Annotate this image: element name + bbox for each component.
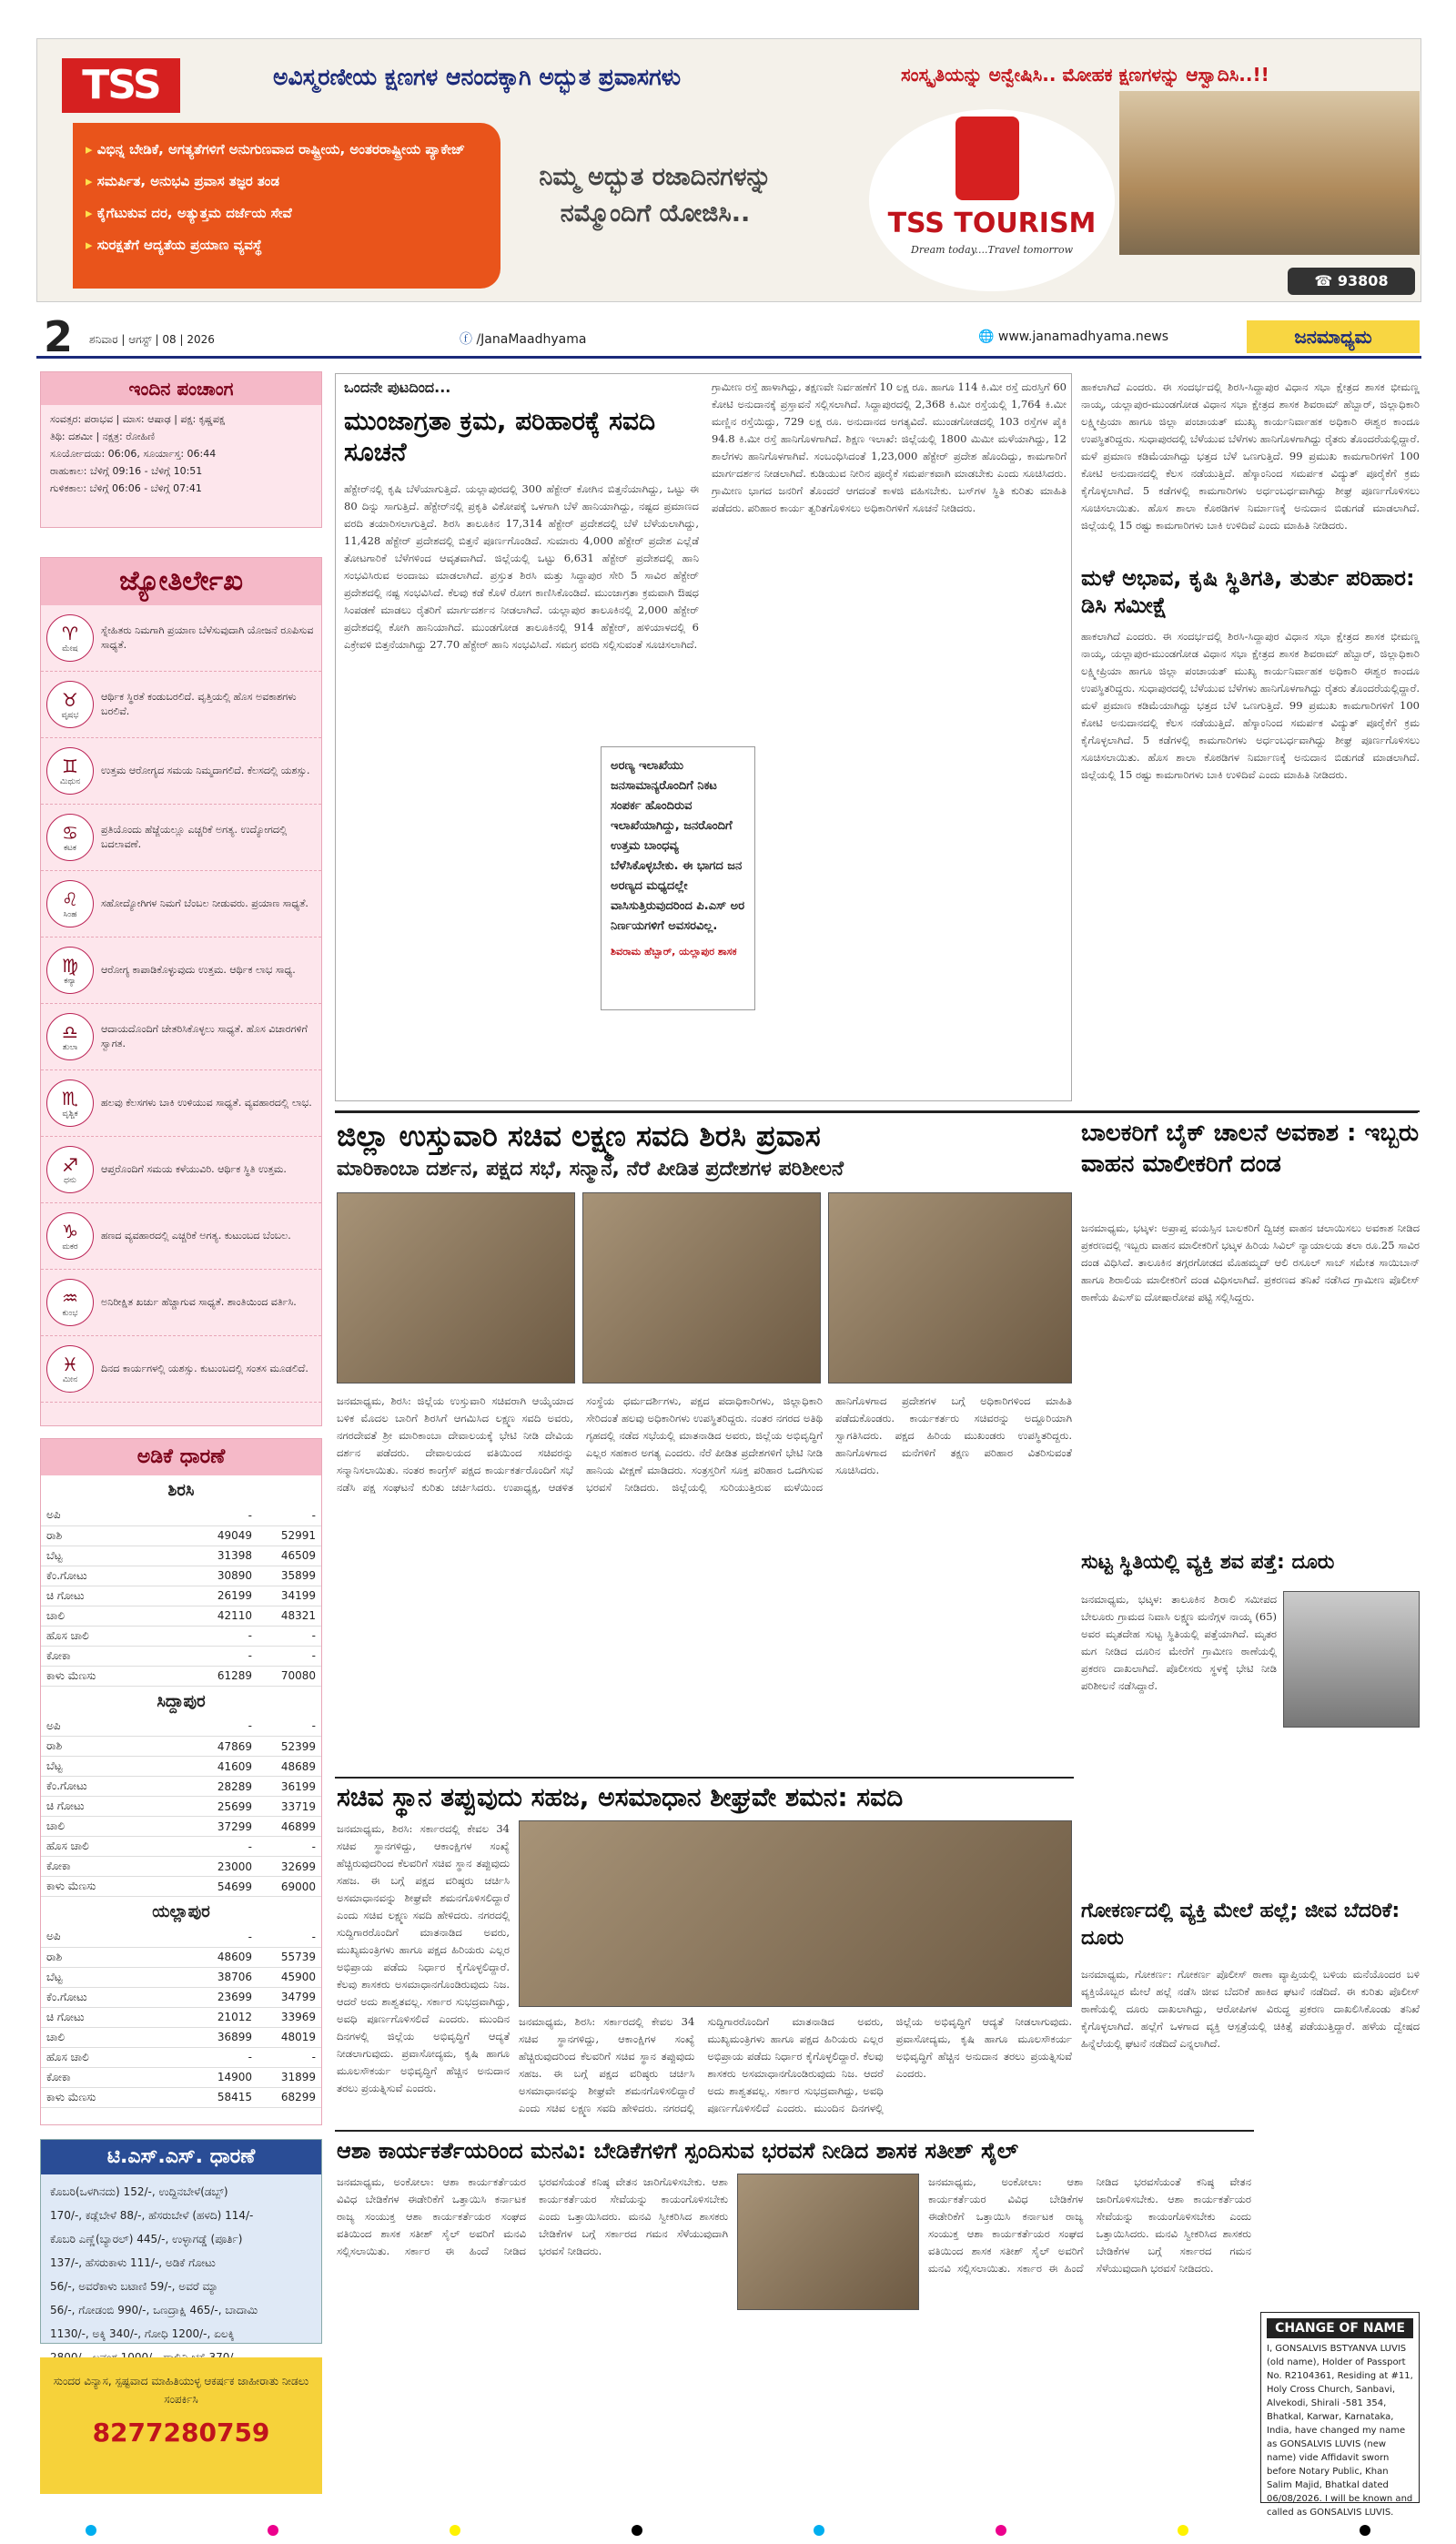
zodiac-sign-icon — [46, 1279, 94, 1326]
ad-headline: ಅವಿಸ್ಮರಣೀಯ ಕ್ಷಣಗಳ ಆನಂದಕ್ಕಾಗಿ ಅದ್ಭುತ ಪ್ರವಾಸಗಳು — [273, 64, 682, 90]
page-number: 2 — [44, 312, 74, 361]
zodiac-row — [41, 1270, 321, 1336]
tss-rates-box — [40, 2139, 322, 2344]
max-price: 45900 — [258, 1967, 321, 1987]
zodiac-row — [41, 871, 321, 938]
ad-bullet: ▸ ಸುರಕ್ಷತೆಗೆ ಆದ್ಯತೆಯ ಪ್ರಯಾಣ ವ್ಯವಸ್ಥೆ — [86, 229, 488, 261]
zodiac-name: ವೃಷಭ — [61, 711, 79, 720]
panchanga-title: ಇಂದಿನ ಪಂಚಾಂಗ — [41, 372, 321, 405]
website-link[interactable] — [978, 329, 1168, 344]
commodity-name: ಬೆಟ್ಟ — [41, 1546, 194, 1566]
change-of-name-notice — [1260, 2312, 1420, 2518]
zodiac-symbol: ♌ — [62, 888, 78, 910]
website-url: www.janamadhyama.news — [997, 329, 1169, 344]
max-price: - — [258, 1927, 321, 1947]
min-price: 48609 — [194, 1947, 258, 1967]
zodiac-sign-icon — [46, 1212, 94, 1260]
registration-dot — [1360, 2525, 1370, 2536]
commodity-name: ಚಿ ಗೋಟು — [41, 1797, 194, 1817]
commodity-name: ರಾಶಿ — [41, 1525, 194, 1546]
zodiac-name: ಧನು — [64, 1176, 76, 1185]
rates-row — [41, 1546, 321, 1566]
max-price: 35899 — [258, 1566, 321, 1586]
rates-row — [41, 1717, 321, 1737]
facebook-link[interactable] — [460, 329, 586, 348]
person-photo — [1283, 1591, 1420, 1728]
zodiac-row — [41, 805, 321, 871]
brief-headline: ಸುಟ್ಟ ಸ್ಥಿತಿಯಲ್ಲಿ ವ್ಯಕ್ತಿ ಶವ ಪತ್ತೆ: ದೂರು — [1081, 1551, 1335, 1574]
max-price: 33969 — [258, 2007, 321, 2027]
zodiac-text: ಅನಿರೀಕ್ಷಿತ ಖರ್ಚು ಹೆಚ್ಚಾಗುವ ಸಾಧ್ಯತೆ. ಶಾಂತಿಯಿಂದ ವರ್ತಿಸಿ. — [101, 1296, 297, 1308]
market-town: ಸಿದ್ದಾಪುರ — [157, 1691, 206, 1711]
ad-bullets — [73, 123, 500, 289]
zodiac-text: ಸಹೋದ್ಯೋಗಿಗಳ ನಿಮಗೆ ಬೆಂಬಲ ನೀಡುವರು. ಪ್ರಯಾಣ ಸಾಧ್ಯತೆ. — [101, 897, 308, 909]
min-price: 38706 — [194, 1967, 258, 1987]
ad-phone-number: 93808 32969 — [1326, 272, 1389, 317]
commodity-name: ಕೆಂ.ಗೋಟು — [41, 1777, 194, 1797]
brief-headline: ಗೋಕರ್ಣದಲ್ಲಿ ವ್ಯಕ್ತಿ ಮೇಲೆ ಹಲ್ಲೆ; ಜೀವ ಬೆದರಿಕೆ: ದೂರು — [1081, 1900, 1400, 1950]
max-price: - — [258, 1717, 321, 1737]
zodiac-name: ಕನ್ಯಾ — [64, 977, 76, 986]
zodiac-name: ವೃಶ್ಚಿಕ — [62, 1110, 78, 1119]
min-price: 30890 — [194, 1566, 258, 1586]
zodiac-sign-icon — [46, 814, 94, 861]
zodiac-symbol: ♑ — [62, 1221, 78, 1242]
facebook-icon: ⓕ — [460, 332, 477, 347]
zodiac-sign-icon — [46, 1345, 94, 1393]
article-headline: ಜಿಲ್ಲಾ ಉಸ್ತುವಾರಿ ಸಚಿವ ಲಕ್ಷ್ಮಣ ಸವದಿ ಶಿರಸಿ ಪ್ರವಾಸ — [337, 1119, 821, 1153]
registration-dot — [268, 2525, 278, 2536]
commodity-name: ಚಿ ಗೋಟು — [41, 2007, 194, 2027]
commodity-name: ಕೋಕಾ — [41, 1646, 194, 1666]
min-price: - — [194, 1626, 258, 1646]
max-price: 48689 — [258, 1757, 321, 1777]
rates-row — [41, 2007, 321, 2027]
max-price: 52399 — [258, 1737, 321, 1757]
ad-center-line: ನಿಮ್ಮ ಅದ್ಭುತ ರಜಾದಿನಗಳನ್ನು — [539, 163, 772, 191]
min-price: 37299 — [194, 1817, 258, 1837]
market-rates-box — [40, 1438, 322, 2125]
commodity-name: ಕೋಕಾ — [41, 1857, 194, 1877]
rates-row — [41, 1626, 321, 1646]
panchanga-line: ರಾಹುಕಾಲ: ಬೆಳಿಗ್ಗೆ 09:16 - ಬೆಳಿಗ್ಗೆ 10:51 — [50, 465, 203, 477]
panchanga-line: ಗುಳಿಕಕಾಲ: ಬೆಳಿಗ್ಗೆ 06:06 - ಬೆಳಿಗ್ಗೆ 07:41 — [50, 482, 202, 494]
rates-row — [41, 1606, 321, 1626]
zodiac-symbol: ♋ — [62, 822, 78, 844]
zodiac-sign-icon — [46, 614, 94, 662]
commodity-name: ಅಪಿ — [41, 1927, 194, 1947]
rates-row — [41, 1927, 321, 1947]
min-price: 54699 — [194, 1877, 258, 1897]
zodiac-sign-icon — [46, 747, 94, 795]
max-price: 68299 — [258, 2087, 321, 2107]
min-price: 42110 — [194, 1606, 258, 1626]
market-title: ಅಡಿಕೆ ಧಾರಣೆ — [41, 1439, 321, 1475]
ad-center-text — [473, 159, 837, 232]
zodiac-row — [41, 738, 321, 805]
commodity-name: ಚಾಲಿ — [41, 1817, 194, 1837]
rates-table — [41, 1927, 321, 2108]
min-price: 25699 — [194, 1797, 258, 1817]
article-headline: ಮುಂಜಾಗ್ರತಾ ಕ್ರಮ, ಪರಿಹಾರಕ್ಕೆ ಸವದಿ ಸೂಚನೆ — [344, 406, 656, 467]
rates-row — [41, 1525, 321, 1546]
max-price: - — [258, 2047, 321, 2067]
zodiac-row — [41, 1137, 321, 1203]
ad-tourism-brand: TSS TOURISM — [887, 208, 1097, 239]
article-photo — [828, 1192, 1072, 1383]
ad-bullet: ▸ ಸಮರ್ಪಿತ, ಅನುಭವಿ ಪ್ರವಾಸ ತಜ್ಞರ ತಂಡ — [86, 166, 488, 198]
suitcase-icon — [956, 117, 1019, 200]
panchanga-line: ತಿಥಿ: ದಶಮೀ | ನಕ್ಷತ್ರ: ರೋಹಿಣಿ — [50, 431, 156, 442]
article-photo — [582, 1192, 821, 1383]
article-photo — [737, 2174, 919, 2310]
advert-text: ಸುಂದರ ವಿನ್ಯಾಸ, ಸ್ಪಷ್ಟವಾದ ಮಾಹಿತಿಯುಳ್ಳ ಆಕರ್ಷಕ ಜಾಹೀರಾತು ನೀಡಲು ಸಂಪರ್ಕಿಸಿ — [53, 2375, 309, 2406]
article-body: ಹಾಕಲಾಗಿದೆ ಎಂದರು. ಈ ಸಂದರ್ಭದಲ್ಲಿ ಶಿರಸಿ-ಸಿದ್ದಾಪುರ ವಿಧಾನ ಸಭಾ ಕ್ಷೇತ್ರದ ಶಾಸಕ ಭೀಮಣ್ಣ ನಾಯ್ಕ, ಯಲ್ಲಾಪುರ-ಮುಂಡಗೋಡ ವಿಧಾನ ಸಭಾ ಕ್ಷೇತ್ರದ ಶಾಸಕ ಶಿವರಾಮ್ ಹೆಬ್ಬಾರ್, ಜಿಲ್ಲಾಧಿಕಾರಿ ಲಕ್ಷ್ಮೀಪ್ರಿಯಾ ಹಾಗೂ ಜಿಲ್ಲಾ ಪಂಚಾಯತ್ ಮುಖ್ಯ ಕಾರ್ಯನಿರ್ವಾಹಕ ಅಧಿಕಾರಿ ಈಶ್ವರ ಕಾಂದೂ ಉಪಸ್ಥಿತರಿದ್ದರು. ಸುಧಾಪುರದಲ್ಲಿ ಬೆಳೆಯುವ ಬೆಳೆಗಳು ಹಾನಿಗೊಳಗಾಗಿದ್ದು ರೈತರು ತೊಂದರೆಯಲ್ಲಿದ್ದಾರೆ. ಮಳೆ ಪ್ರಮಾಣ ಕಡಿಮೆಯಾಗಿದ್ದು ಭತ್ತದ ಬೆಳೆ ಒಣಗುತ್ತಿದೆ. 99 ಪ್ರಮುಖ ಕಾಮಗಾರಿಗಳಿಗೆ 100 ಕೋಟಿ ಅನುದಾನದಲ್ಲಿ ಕೆಲಸ ನಡೆಯುತ್ತಿದೆ. ಹೆಸ್ಕಾಂನಿಂದ ಸಮರ್ಪಕ ವಿದ್ಯುತ್ ಪೂರೈಕೆಗೆ ಕ್ರಮ ಕೈಗೊಳ್ಳಲಾಗಿದೆ. 5 ಕಡೆಗಳಲ್ಲಿ ಕಾಮಗಾರಿಗಳು ಅರ್ಧಂಬರ್ಧವಾಗಿದ್ದು ಶೀಘ್ರ ಪೂರ್ಣಗೊಳಿಸಲು ಸೂಚಿಸಲಾಯಿತು. ಹೊಸ ಶಾಲಾ ಕೊಠಡಿಗಳ ನಿರ್ಮಾಣಕ್ಕೆ ಅನುದಾನ ಬಿಡುಗಡೆ ಮಾಡಲಾಗಿದೆ. ಜಿಲ್ಲೆಯಲ್ಲಿ 15 ರಷ್ಟು ಕಾಮಗಾರಿಗಳು ಬಾಕಿ ಉಳಿದಿವೆ ಎಂದು ಮಾಹಿತಿ ನೀಡಿದರು. — [1081, 630, 1420, 781]
rates-row — [41, 1757, 321, 1777]
rates-row — [41, 1566, 321, 1586]
tss-rate-line: ಕೊಬರಿ(ಒಳಗಿನದು) 152/-, ಉದ್ದಿನಬೇಳೆ(ಡಬ್ಬ್) — [50, 2185, 228, 2198]
article-body: ಜನಮಾಧ್ಯಮ, ಶಿರಸಿ: ಜಿಲ್ಲೆಯ ಉಸ್ತುವಾರಿ ಸಚಿವರಾಗಿ ಆಯ್ಕೆಯಾದ ಬಳಿಕ ಮೊದಲ ಬಾರಿಗೆ ಶಿರಸಿಗೆ ಆಗಮಿಸಿದ ಲಕ್ಷ್ಮಣ ಸವದಿ ಅವರು, ನಗರದೇವತೆ ಶ್ರೀ ಮಾರಿಕಾಂಬಾ ದೇವಾಲಯಕ್ಕೆ ಭೇಟಿ ನೀಡಿ ದೇವಿಯ ದರ್ಶನ ಪಡೆದರು. ದೇವಾಲಯದ ವತಿಯಿಂದ ಸಚಿವರನ್ನು ಸನ್ಮಾನಿಸಲಾಯಿತು. ನಂತರ ಕಾಂಗ್ರೆಸ್ ಪಕ್ಷದ ಕಾರ್ಯಕರ್ತರೊಂದಿಗೆ ಸಭೆ ನಡೆಸಿ ಪಕ್ಷ ಸಂಘಟನೆ ಕುರಿತು ಚರ್ಚಿಸಿದರು. ಉಪಾಧ್ಯಕ್ಷ, ಆಡಳಿತ ಸಂಸ್ಥೆಯ ಧರ್ಮದರ್ಶಿಗಳು, ಪಕ್ಷದ ಪದಾಧಿಕಾರಿಗಳು, ಜಿಲ್ಲಾಧಿಕಾರಿ ಸೇರಿದಂತೆ ಹಲವು ಅಧಿಕಾರಿಗಳು ಉಪಸ್ಥಿತರಿದ್ದರು. ನಂತರ ನಗರದ ಅತಿಥಿ ಗೃಹದಲ್ಲಿ ನಡೆದ ಸಭೆಯಲ್ಲಿ ಮಾತನಾಡಿದ ಅವರು, ಜಿಲ್ಲೆಯ ಅಭಿವೃದ್ಧಿಗೆ ಎಲ್ಲರ ಸಹಕಾರ ಅಗತ್ಯ ಎಂದರು. ನೆರೆ ಪೀಡಿತ ಪ್ರದೇಶಗಳಿಗೆ ಭೇಟಿ ನೀಡಿ ಹಾನಿಯ ವೀಕ್ಷಣೆ ಮಾಡಿದರು. ಸಂತ್ರಸ್ತರಿಗೆ ಸೂಕ್ತ ಪರಿಹಾರ ಒದಗಿಸುವ ಭರವಸೆ ನೀಡಿದರು. ಜಿಲ್ಲೆಯಲ್ಲಿ ಸುರಿಯುತ್ತಿರುವ ಮಳೆಯಿಂದ ಹಾನಿಗೊಳಗಾದ ಪ್ರದೇಶಗಳ ಬಗ್ಗೆ ಅಧಿಕಾರಿಗಳಿಂದ ಮಾಹಿತಿ ಪಡೆದುಕೊಂಡರು. ಕಾರ್ಯಕರ್ತರು ಸಚಿವರನ್ನು ಅದ್ದೂರಿಯಾಗಿ ಸ್ವಾಗತಿಸಿದರು. ಪಕ್ಷದ ಹಿರಿಯ ಮುಖಂಡರು ಉಪಸ್ಥಿತರಿದ್ದರು. ಹಾನಿಗೊಳಗಾದ ಮನೆಗಳಿಗೆ ತಕ್ಷಣ ಪರಿಹಾರ ವಿತರಿಸುವಂತೆ ಸೂಚಿಸಿದರು. — [337, 1394, 1072, 1494]
article-headline: ಆಶಾ ಕಾರ್ಯಕರ್ತೆಯರಿಂದ ಮನವಿ: ಬೇಡಿಕೆಗಳಿಗೆ ಸ್ಪಂದಿಸುವ ಭರವಸೆ ನೀಡಿದ ಶಾಸಕ ಸತೀಶ್ ಸೈಲ್ — [337, 2138, 1019, 2164]
zodiac-row — [41, 605, 321, 672]
tss-rate-line: 56/-, ಅವರೆಕಾಳು ಬಟಾಣಿ 59/-, ಅವರೆ ಮ್ಯಾ — [50, 2280, 218, 2293]
article-body: ಜನಮಾಧ್ಯಮ, ಅಂಕೋಲಾ: ಆಶಾ ಕಾರ್ಯಕರ್ತೆಯರ ವಿವಿಧ ಬೇಡಿಕೆಗಳ ಈಡೇರಿಕೆಗೆ ಒತ್ತಾಯಿಸಿ ಕರ್ನಾಟಕ ರಾಜ್ಯ ಸಂಯುಕ್ತ ಆಶಾ ಕಾರ್ಯಕರ್ತೆಯರ ಸಂಘದ ವತಿಯಿಂದ ಶಾಸಕ ಸತೀಶ್ ಸೈಲ್ ಅವರಿಗೆ ಮನವಿ ಸಲ್ಲಿಸಲಾಯಿತು. ಸರ್ಕಾರ ಈ ಹಿಂದೆ ನೀಡಿದ ಭರವಸೆಯಂತೆ ಕನಿಷ್ಠ ವೇತನ ಜಾರಿಗೊಳಿಸಬೇಕು. ಆಶಾ ಕಾರ್ಯಕರ್ತೆಯರ ಸೇವೆಯನ್ನು ಕಾಯಂಗೊಳಿಸಬೇಕು ಎಂದು ಒತ್ತಾಯಿಸಿದರು. ಮನವಿ ಸ್ವೀಕರಿಸಿದ ಶಾಸಕರು ಬೇಡಿಕೆಗಳ ಬಗ್ಗೆ ಸರ್ಕಾರದ ಗಮನ ಸೆಳೆಯುವುದಾಗಿ ಭರವಸೆ ನೀಡಿದರು. — [337, 2175, 728, 2257]
zodiac-name: ತುಲಾ — [62, 1043, 78, 1052]
min-price: - — [194, 1646, 258, 1666]
advert-contact-box — [40, 2357, 322, 2494]
max-price: 33719 — [258, 1797, 321, 1817]
rates-row — [41, 1666, 321, 1686]
min-price: 41609 — [194, 1757, 258, 1777]
zodiac-sign-icon — [46, 947, 94, 994]
commodity-name: ಚಿ ಗೋಟು — [41, 1586, 194, 1606]
rates-row — [41, 1646, 321, 1666]
registration-dot — [450, 2525, 460, 2536]
article-photo — [519, 1820, 1072, 2007]
horoscope-box — [40, 557, 322, 1426]
panchanga-box — [40, 371, 322, 528]
max-price: 36199 — [258, 1777, 321, 1797]
zodiac-sign-icon — [46, 1146, 94, 1193]
tss-rates-title: ಟಿ.ಎಸ್.ಎಸ್. ಧಾರಣೆ — [41, 2140, 321, 2174]
min-price: 23699 — [194, 1987, 258, 2007]
min-price: 23000 — [194, 1857, 258, 1877]
registration-dot — [86, 2525, 96, 2536]
zodiac-symbol: ♊ — [62, 755, 78, 777]
rates-row — [41, 2027, 321, 2047]
registration-dot — [632, 2525, 642, 2536]
max-price: - — [258, 1505, 321, 1525]
commodity-name: ಬೆಟ್ಟ — [41, 1967, 194, 1987]
ad-bullet: ▸ ಕೈಗೆಟುಕುವ ದರ, ಅತ್ಯುತ್ತಮ ದರ್ಜೆಯ ಸೇವೆ — [86, 198, 488, 229]
zodiac-symbol: ♉ — [62, 689, 78, 711]
tss-rate-line: 170/-, ಕಡ್ಲೆಬೇಳೆ 88/-, ಹೆಸರುಬೇಳೆ (ಹಳದಿ) 114/- — [50, 2209, 254, 2222]
article-headline: ಮಳೆ ಅಭಾವ, ಕೃಷಿ ಸ್ಥಿತಿಗತಿ, ತುರ್ತು ಪರಿಹಾರ: ಡಿಸಿ ಸಮೀಕ್ಷೆ — [1081, 565, 1415, 618]
rates-row — [41, 2067, 321, 2087]
print-registration-marks — [0, 2521, 1456, 2539]
horoscope-title: ಜ್ಯೋತಿರ್ಲೇಖ — [41, 558, 321, 605]
max-price: 34799 — [258, 1987, 321, 2007]
commodity-name: ರಾಶಿ — [41, 1737, 194, 1757]
max-price: 52991 — [258, 1525, 321, 1546]
min-price: 26199 — [194, 1586, 258, 1606]
article-headline: ಸಚಿವ ಸ್ಥಾನ ತಪ್ಪುವುದು ಸಹಜ, ಅಸಮಾಧಾನ ಶೀಘ್ರವೇ ಶಮನ: ಸವದಿ — [337, 1782, 904, 1812]
commodity-name: ಹೊಸ ಚಾಲಿ — [41, 1626, 194, 1646]
article-body: ಹಾಕಲಾಗಿದೆ ಎಂದರು. ಈ ಸಂದರ್ಭದಲ್ಲಿ ಶಿರಸಿ-ಸಿದ್ದಾಪುರ ವಿಧಾನ ಸಭಾ ಕ್ಷೇತ್ರದ ಶಾಸಕ ಭೀಮಣ್ಣ ನಾಯ್ಕ, ಯಲ್ಲಾಪುರ-ಮುಂಡಗೋಡ ವಿಧಾನ ಸಭಾ ಕ್ಷೇತ್ರದ ಶಾಸಕ ಶಿವರಾಮ್ ಹೆಬ್ಬಾರ್, ಜಿಲ್ಲಾಧಿಕಾರಿ ಲಕ್ಷ್ಮೀಪ್ರಿಯಾ ಹಾಗೂ ಜಿಲ್ಲಾ ಪಂಚಾಯತ್ ಮುಖ್ಯ ಕಾರ್ಯನಿರ್ವಾಹಕ ಅಧಿಕಾರಿ ಈಶ್ವರ ಕಾಂದೂ ಉಪಸ್ಥಿತರಿದ್ದರು. ಸುಧಾಪುರದಲ್ಲಿ ಬೆಳೆಯುವ ಬೆಳೆಗಳು ಹಾನಿಗೊಳಗಾಗಿದ್ದು ರೈತರು ತೊಂದರೆಯಲ್ಲಿದ್ದಾರೆ. ಮಳೆ ಪ್ರಮಾಣ ಕಡಿಮೆಯಾಗಿದ್ದು ಭತ್ತದ ಬೆಳೆ ಒಣಗುತ್ತಿದೆ. 99 ಪ್ರಮುಖ ಕಾಮಗಾರಿಗಳಿಗೆ 100 ಕೋಟಿ ಅನುದಾನದಲ್ಲಿ ಕೆಲಸ ನಡೆಯುತ್ತಿದೆ. ಹೆಸ್ಕಾಂನಿಂದ ಸಮರ್ಪಕ ವಿದ್ಯುತ್ ಪೂರೈಕೆಗೆ ಕ್ರಮ ಕೈಗೊಳ್ಳಲಾಗಿದೆ. 5 ಕಡೆಗಳಲ್ಲಿ ಕಾಮಗಾರಿಗಳು ಅರ್ಧಂಬರ್ಧವಾಗಿದ್ದು ಶೀಘ್ರ ಪೂರ್ಣಗೊಳಿಸಲು ಸೂಚಿಸಲಾಯಿತು. ಹೊಸ ಶಾಲಾ ಕೊಠಡಿಗಳ ನಿರ್ಮಾಣಕ್ಕೆ ಅನುದಾನ ಬಿಡುಗಡೆ ಮಾಡಲಾಗಿದೆ. ಜಿಲ್ಲೆಯಲ್ಲಿ 15 ರಷ್ಟು ಕಾಮಗಾರಿಗಳು ಬಾಕಿ ಉಳಿದಿವೆ ಎಂದು ಮಾಹಿತಿ ನೀಡಿದರು. — [1081, 380, 1420, 532]
min-price: 28289 — [194, 1777, 258, 1797]
rates-row — [41, 1586, 321, 1606]
rates-row — [41, 1737, 321, 1757]
article-body: ಜನಮಾಧ್ಯಮ, ಶಿರಸಿ: ಸರ್ಕಾರದಲ್ಲಿ ಕೇವಲ 34 ಸಚಿವ ಸ್ಥಾನಗಳಿದ್ದು, ಆಕಾಂಕ್ಷಿಗಳ ಸಂಖ್ಯೆ ಹೆಚ್ಚಿರುವುದರಿಂದ ಕೆಲವರಿಗೆ ಸಚಿವ ಸ್ಥಾನ ತಪ್ಪುವುದು ಸಹಜ. ಈ ಬಗ್ಗೆ ಪಕ್ಷದ ವರಿಷ್ಠರು ಚರ್ಚಿಸಿ ಅಸಮಾಧಾನವನ್ನು ಶೀಘ್ರವೇ ಶಮನಗೊಳಿಸಲಿದ್ದಾರೆ ಎಂದು ಸಚಿವ ಲಕ್ಷ್ಮಣ ಸವದಿ ಹೇಳಿದರು. ನಗರದಲ್ಲಿ ಸುದ್ದಿಗಾರರೊಂದಿಗೆ ಮಾತನಾಡಿದ ಅವರು, ಮುಖ್ಯಮಂತ್ರಿಗಳು ಹಾಗೂ ಪಕ್ಷದ ಹಿರಿಯರು ಎಲ್ಲರ ಅಭಿಪ್ರಾಯ ಪಡೆದು ನಿರ್ಧಾರ ಕೈಗೊಳ್ಳಲಿದ್ದಾರೆ. ಕೆಲವು ಶಾಸಕರು ಅಸಮಾಧಾನಗೊಂಡಿರುವುದು ನಿಜ. ಆದರೆ ಅದು ಶಾಶ್ವತವಲ್ಲ. ಸರ್ಕಾರ ಸುಭದ್ರವಾಗಿದ್ದು, ಅವಧಿ ಪೂರ್ಣಗೊಳಿಸಲಿದೆ ಎಂದರು. ಮುಂದಿನ ದಿನಗಳಲ್ಲಿ ಜಿಲ್ಲೆಯ ಅಭಿವೃದ್ಧಿಗೆ ಆದ್ಯತೆ ನೀಡಲಾಗುವುದು. ಪ್ರವಾಸೋದ್ಯಮ, ಕೃಷಿ ಹಾಗೂ ಮೂಲಸೌಕರ್ಯ ಅಭಿವೃದ್ಧಿಗೆ ಹೆಚ್ಚಿನ ಅನುದಾನ ತರಲು ಪ್ರಯತ್ನಿಸುವೆ ಎಂದರು. — [337, 1822, 510, 2094]
commodity-name: ಅಪಿ — [41, 1505, 194, 1525]
brief-body: ಜನಮಾಧ್ಯಮ, ಗೋಕರ್ಣ: ಗೋಕರ್ಣ ಪೊಲೀಸ್ ಠಾಣಾ ವ್ಯಾಪ್ತಿಯಲ್ಲಿ ಬಳಿಯ ಮನೆಯೊಂದರ ಬಳಿ ವ್ಯಕ್ತಿಯೊಬ್ಬರ ಮೇಲೆ ಹಲ್ಲೆ ನಡೆಸಿ ಜೀವ ಬೆದರಿಕೆ ಹಾಕಿದ ಘಟನೆ ನಡೆದಿದೆ. ಈ ಕುರಿತು ಪೊಲೀಸ್ ಠಾಣೆಯಲ್ಲಿ ದೂರು ದಾಖಲಾಗಿದ್ದು, ಆರೋಪಿಗಳ ವಿರುದ್ಧ ಪ್ರಕರಣ ದಾಖಲಿಸಿಕೊಂಡು ತನಿಖೆ ಕೈಗೊಳ್ಳಲಾಗಿದೆ. ಹಲ್ಲೆಗೆ ಒಳಗಾದ ವ್ಯಕ್ತಿ ಆಸ್ಪತ್ರೆಯಲ್ಲಿ ಚಿಕಿತ್ಸೆ ಪಡೆಯುತ್ತಿದ್ದಾರೆ. ಹಳೆಯ ದ್ವೇಷದ ಹಿನ್ನೆಲೆಯಲ್ಲಿ ಘಟನೆ ನಡೆದಿದೆ ಎನ್ನಲಾಗಿದೆ. — [1081, 1968, 1420, 2050]
rates-row — [41, 1987, 321, 2007]
max-price: - — [258, 1626, 321, 1646]
max-price: 48321 — [258, 1606, 321, 1626]
zodiac-text: ಆರ್ಥಿಕ ಸ್ಥಿರತೆ ಕಂಡುಬರಲಿದೆ. ವೃತ್ತಿಯಲ್ಲಿ ಹೊಸ ಅವಕಾಶಗಳು ಬರಲಿವೆ. — [101, 691, 297, 717]
commodity-name: ಬೆಟ್ಟ — [41, 1757, 194, 1777]
zodiac-symbol: ♎ — [62, 1021, 78, 1043]
min-price: - — [194, 1717, 258, 1737]
panchanga-line: ಸಂವತ್ಸರ: ಪರಾಭವ | ಮಾಸ: ಆಷಾಢ | ಪಕ್ಷ: ಕೃಷ್ಣಪಕ್ಷ — [50, 413, 225, 425]
article-body: ಜನಮಾಧ್ಯಮ, ಶಿರಸಿ: ಸರ್ಕಾರದಲ್ಲಿ ಕೇವಲ 34 ಸಚಿವ ಸ್ಥಾನಗಳಿದ್ದು, ಆಕಾಂಕ್ಷಿಗಳ ಸಂಖ್ಯೆ ಹೆಚ್ಚಿರುವುದರಿಂದ ಕೆಲವರಿಗೆ ಸಚಿವ ಸ್ಥಾನ ತಪ್ಪುವುದು ಸಹಜ. ಈ ಬಗ್ಗೆ ಪಕ್ಷದ ವರಿಷ್ಠರು ಚರ್ಚಿಸಿ ಅಸಮಾಧಾನವನ್ನು ಶೀಘ್ರವೇ ಶಮನಗೊಳಿಸಲಿದ್ದಾರೆ ಎಂದು ಸಚಿವ ಲಕ್ಷ್ಮಣ ಸವದಿ ಹೇಳಿದರು. ನಗರದಲ್ಲಿ ಸುದ್ದಿಗಾರರೊಂದಿಗೆ ಮಾತನಾಡಿದ ಅವರು, ಮುಖ್ಯಮಂತ್ರಿಗಳು ಹಾಗೂ ಪಕ್ಷದ ಹಿರಿಯರು ಎಲ್ಲರ ಅಭಿಪ್ರಾಯ ಪಡೆದು ನಿರ್ಧಾರ ಕೈಗೊಳ್ಳಲಿದ್ದಾರೆ. ಕೆಲವು ಶಾಸಕರು ಅಸಮಾಧಾನಗೊಂಡಿರುವುದು ನಿಜ. ಆದರೆ ಅದು ಶಾಶ್ವತವಲ್ಲ. ಸರ್ಕಾರ ಸುಭದ್ರವಾಗಿದ್ದು, ಅವಧಿ ಪೂರ್ಣಗೊಳಿಸಲಿದೆ ಎಂದರು. ಮುಂದಿನ ದಿನಗಳಲ್ಲಿ ಜಿಲ್ಲೆಯ ಅಭಿವೃದ್ಧಿಗೆ ಆದ್ಯತೆ ನೀಡಲಾಗುವುದು. ಪ್ರವಾಸೋದ್ಯಮ, ಕೃಷಿ ಹಾಗೂ ಮೂಲಸೌಕರ್ಯ ಅಭಿವೃದ್ಧಿಗೆ ಹೆಚ್ಚಿನ ಅನುದಾನ ತರಲು ಪ್ರಯತ್ನಿಸುವೆ ಎಂದರು. — [519, 2015, 1072, 2114]
min-price: 61289 — [194, 1666, 258, 1686]
rates-row — [41, 1505, 321, 1525]
section-divider — [335, 2130, 1254, 2132]
zodiac-text: ಹಣದ ವ್ಯವಹಾರದಲ್ಲಿ ಎಚ್ಚರಿಕೆ ಅಗತ್ಯ. ಕುಟುಂಬದ ಬೆಂಬಲ. — [101, 1230, 291, 1242]
market-list — [41, 1475, 321, 2108]
max-price: 31899 — [258, 2067, 321, 2087]
brief-body: ಜನಮಾಧ್ಯಮ, ಭಟ್ಕಳ: ಅಪ್ರಾಪ್ತ ವಯಸ್ಸಿನ ಬಾಲಕರಿಗೆ ದ್ವಿಚಕ್ರ ವಾಹನ ಚಲಾಯಿಸಲು ಅವಕಾಶ ನೀಡಿದ ಪ್ರಕರಣದಲ್ಲಿ ಇಬ್ಬರು ವಾಹನ ಮಾಲೀಕರಿಗೆ ಭಟ್ಕಳ ಹಿರಿಯ ಸಿವಿಲ್ ನ್ಯಾಯಾಲಯ ತಲಾ ರೂ.25 ಸಾವಿರ ದಂಡ ವಿಧಿಸಿದೆ. ತಾಲೂಕಿನ ತಗ್ಗರಗೋಡದ ಮೊಹಮ್ಮದ್ ಆಲಿ ರಸೂಲ್ ಸಾಬ್ ಸಮೇತ ಸಾಯಿಬಾನ್ ಹಾಗೂ ಶಿರಾಲಿಯ ಮಾಲೀಕರಿಗೆ ದಂಡ ವಿಧಿಸಲಾಗಿದೆ. ಪ್ರಕರಣದ ತನಿಖೆ ನಡೆಸಿದ ಗ್ರಾಮೀಣ ಪೊಲೀಸ್ ಠಾಣೆಯ ಪಿಎಸ್ಐ ದೋಷಾರೋಪ ಪಟ್ಟಿ ಸಲ್ಲಿಸಿದ್ದರು. — [1081, 1221, 1420, 1303]
advert-phone[interactable]: 8277280759 — [92, 2417, 270, 2448]
zodiac-symbol: ♒ — [62, 1287, 78, 1309]
max-price: - — [258, 1646, 321, 1666]
ad-temple-photo — [1119, 91, 1420, 255]
commodity-name: ಚಾಲಿ — [41, 2027, 194, 2047]
zodiac-row — [41, 672, 321, 738]
min-price: - — [194, 1837, 258, 1857]
registration-dot — [814, 2525, 824, 2536]
min-price: 49049 — [194, 1525, 258, 1546]
max-price: 55739 — [258, 1947, 321, 1967]
commodity-name: ರಾಶಿ — [41, 1947, 194, 1967]
max-price: 48019 — [258, 2027, 321, 2047]
panchanga-line: ಸೂರ್ಯೋದಯ: 06:06, ಸೂರ್ಯಾಸ್ತ: 06:44 — [50, 448, 217, 460]
max-price: 46509 — [258, 1546, 321, 1566]
rates-row — [41, 1777, 321, 1797]
tss-rate-line: 1130/-, ಅಕ್ಕಿ 340/-, ಗೋಧಿ 1200/-, ಏಲಕ್ಕಿ — [50, 2327, 235, 2340]
zodiac-row — [41, 1336, 321, 1403]
zodiac-symbol: ♐ — [62, 1154, 78, 1176]
zodiac-row — [41, 938, 321, 1004]
phone-icon: ☎ — [1314, 272, 1338, 289]
notice-body: I, GONSALVIS BSTYANVA LUVIS (old name), Holder of Passport No. R2104361, Residing at #11, Holy Cross Church, Sanbavi, Alvekodi, Shirali -581 354, Bhatkal, Karwar, Karnataka, India, have changed my name as GONSALVIS LUVIS (new name) vide Affidavit sworn before Notary Public, Khan Salim Majid, Bhatkal dated 06/08/2026. I will be known and called as GONSALVIS LUVIS. — [1267, 2344, 1413, 2518]
commodity-name: ಕಾಳು ಮೆಣಸು — [41, 1666, 194, 1686]
article-subhead: ಮಾರಿಕಾಂಬಾ ದರ್ಶನ, ಪಕ್ಷದ ಸಭೆ, ಸನ್ಮಾನ, ನೆರೆ ಪೀಡಿತ ಪ್ರದೇಶಗಳ ಪರಿಶೀಲನೆ — [337, 1158, 844, 1181]
zodiac-symbol: ♓ — [62, 1353, 78, 1375]
zodiac-row — [41, 1203, 321, 1270]
rates-row — [41, 1837, 321, 1857]
zodiac-sign-icon — [46, 1013, 94, 1060]
zodiac-symbol: ♍ — [62, 955, 78, 977]
max-price: 34199 — [258, 1586, 321, 1606]
rates-row — [41, 1797, 321, 1817]
ad-phone[interactable] — [1288, 268, 1415, 317]
globe-icon: 🌐 — [978, 329, 998, 344]
rates-row — [41, 2047, 321, 2067]
commodity-name: ಕೆಂ.ಗೋಟು — [41, 1987, 194, 2007]
tss-rate-line: 137/-, ಹೆಸರುಕಾಳು 111/-, ಅಡಿಕೆ ಗೋಟು — [50, 2256, 216, 2269]
rates-row — [41, 1857, 321, 1877]
min-price: 31398 — [194, 1546, 258, 1566]
max-price: 70080 — [258, 1666, 321, 1686]
max-price: - — [258, 1837, 321, 1857]
continued-kicker: ಒಂದನೇ ಪುಟದಿಂದ... — [344, 379, 451, 396]
rates-row — [41, 1967, 321, 1987]
zodiac-symbol: ♏ — [62, 1088, 78, 1110]
article-body-continued: ಗ್ರಾಮೀಣ ರಸ್ತೆ ಹಾಳಾಗಿದ್ದು, ತಕ್ಷಣವೇ ನಿರ್ವಹಣೆಗೆ 10 ಲಕ್ಷ ರೂ. ಹಾಗೂ 114 ಕಿ.ಮೀ ರಸ್ತೆ ದುರಸ್ತಿಗೆ 60 ಕೋಟಿ ಅನುದಾನಕ್ಕೆ ಪ್ರಸ್ತಾವನೆ ಸಲ್ಲಿಸಲಾಗಿದೆ. ಸಿದ್ದಾಪುರದಲ್ಲಿ 2,368 ಕಿ.ಮೀ ರಸ್ತೆಯಲ್ಲಿ 1,764 ಕಿ.ಮೀ ಮಣ್ಣಿನ ರಸ್ತೆಯಿದ್ದು, 729 ಲಕ್ಷ ರೂ. ಅನುದಾನದ ಅಗತ್ಯವಿದೆ. ಮುಂಡಗೋಡದಲ್ಲಿ 103 ರಸ್ತೆಗಳ ಪೈಕಿ 94.8 ಕಿ.ಮೀ ರಸ್ತೆ ಹಾನಿಗೊಳಗಾಗಿದೆ. ಶಿಕ್ಷಣ ಇಲಾಖೆ: ಜಿಲ್ಲೆಯಲ್ಲಿ 1800 ಮಿಮೀ ಮಳೆಯಾಗಿದ್ದು, 12 ಶಾಲೆಗಳು ಹಾನಿಗೊಳಗಾಗಿವೆ. ಸಂಬಂಧಿಸಿದಂತೆ 1,23,000 ಹೆಕ್ಟೇರ್ ಪ್ರದೇಶ ಹೊಂದಿದ್ದು, ಕಾಮಗಾರಿಗೆ ಮಾರ್ಗದರ್ಶನ ನೀಡಲಾಗಿದೆ. ಕುಡಿಯುವ ನೀರಿನ ಪೂರೈಕೆ ಸಮರ್ಪಕವಾಗಿ ಮಾಡಬೇಕು ಎಂದು ಸೂಚಿಸಿದರು. ಗ್ರಾಮೀಣ ಭಾಗದ ಜನರಿಗೆ ತೊಂದರೆ ಆಗದಂತೆ ಕಾಳಜಿ ವಹಿಸಬೇಕು. ಬಸ್‌ಗಳ ಸ್ಥಿತಿ ಕುರಿತು ಮಾಹಿತಿ ಪಡೆದರು. ಪರಿಹಾರ ಕಾರ್ಯ ತ್ವರಿತಗೊಳಿಸಲು ಅಧಿಕಾರಿಗಳಿಗೆ ಸೂಚನೆ ನೀಡಿದರು. — [712, 380, 1067, 514]
pull-quote-author: ಶಿವರಾಮ ಹೆಬ್ಬಾರ್, ಯಲ್ಲಾಪುರ ಶಾಸಕ — [611, 946, 737, 958]
rates-table — [41, 1717, 321, 1898]
zodiac-text: ಹಲವು ಕೆಲಸಗಳು ಬಾಕಿ ಉಳಿಯುವ ಸಾಧ್ಯತೆ. ವ್ಯವಹಾರದಲ್ಲಿ ಲಾಭ. — [101, 1097, 312, 1109]
zodiac-sign-icon — [46, 880, 94, 927]
section-divider — [335, 1777, 1074, 1779]
article-body: ಹೆಕ್ಟೇರ್‌ನಲ್ಲಿ ಕೃಷಿ ಬೆಳೆಯಾಗುತ್ತಿದೆ. ಯಲ್ಲಾಪುರದಲ್ಲಿ 300 ಹೆಕ್ಟೇರ್ ಕೋಗಿನ ಬಿತ್ತನೆಯಾಗಿದ್ದು, ಒಟ್ಟು ಈ 80 ದಿನ್ನು ಸಾಗುತ್ತಿದೆ. ಹೆಕ್ಟೇರ್‌ನಲ್ಲಿ ಪ್ರಕೃತಿ ವಿಕೋಪಕ್ಕೆ ಒಳಗಾಗಿ ಬೆಳೆ ಹಾನಿಯಾಗಿದ್ದು, ನಷ್ಟದ ಪ್ರಮಾಣದ ವರದಿ ತಯಾರಿಸಲಾಗುತ್ತಿದೆ. ಶಿರಸಿ ತಾಲೂಕಿನ 17,314 ಹೆಕ್ಟೇರ್ ಪ್ರದೇಶದಲ್ಲಿ ಬೆಳೆ ಬೆಳೆಯಲಾಗಿದ್ದು, 11,428 ಹೆಕ್ಟೇರ್ ಪ್ರದೇಶದಲ್ಲಿ ಬಿತ್ತನೆ ಪೂರ್ಣಗೊಂಡಿದೆ. ಸುಮಾರು 4,000 ಹೆಕ್ಟೇರ್ ಪ್ರದೇಶ ಎಲ್ಲೆಡೆ ತೋಟಗಾರಿಕೆ ಬೆಳೆಗಳಿಂದ ಆವೃತವಾಗಿದೆ. ಜಿಲ್ಲೆಯಲ್ಲಿ ಒಟ್ಟು 6,631 ಹೆಕ್ಟೇರ್ ಪ್ರದೇಶದಲ್ಲಿ ಹಾನಿ ಸಂಭವಿಸಿರುವ ಅಂದಾಜು ಮಾಡಲಾಗಿದೆ. ಪ್ರಸ್ತುತ ಶಿರಸಿ ಮತ್ತು ಸಿದ್ದಾಪುರ ಸೇರಿ 5 ಸಾವಿರ ಹೆಕ್ಟೇರ್ ಪ್ರದೇಶದಲ್ಲಿ ನಷ್ಟ ಸಂಭವಿಸಿದೆ. ಕೆಲವು ಕಡೆ ಕೊಳೆ ರೋಗ ಕಾಣಿಸಿಕೊಂಡಿದೆ. ಮುಂಜಾಗ್ರತಾ ಕ್ರಮವಾಗಿ ಔಷಧ ಸಿಂಪಡಣೆ ಮಾಡಲು ರೈತರಿಗೆ ಮಾರ್ಗದರ್ಶನ ನೀಡಲಾಗಿದೆ. ಯಲ್ಲಾಪುರ ತಾಲೂಕಿನಲ್ಲಿ 2,000 ಹೆಕ್ಟೇರ್ ಪ್ರದೇಶದಲ್ಲಿ ಕೋಗಿ ಹಾನಿಯಾಗಿದೆ. ಮುಂಡಗೋಡ ತಾಲೂಕಿನಲ್ಲಿ 914 ಹೆಕ್ಟೇರ್, ಹಳಿಯಾಳದಲ್ಲಿ 6 ಎಕ್ರೇವಳಿ ಬಿತ್ತನೆಯಾಗಿದ್ದು 27.70 ಹೆಕ್ಟೇರ್ ಹಾನಿ ಸಂಭವಿಸಿದೆ. ಸಮಗ್ರ ವರದಿ ಸಲ್ಲಿಸುವಂತೆ ಸೂಚಿಸಲಾಗಿದೆ. — [344, 482, 699, 651]
commodity-name: ಹೊಸ ಚಾಲಿ — [41, 2047, 194, 2067]
min-price: 36899 — [194, 2027, 258, 2047]
commodity-name: ಚಾಲಿ — [41, 1606, 194, 1626]
registration-dot — [1178, 2525, 1188, 2536]
zodiac-text: ಆದಾಯದೊಂದಿಗೆ ಚೇತರಿಸಿಕೊಳ್ಳಲು ಸಾಧ್ಯತೆ. ಹೊಸ ವಿಚಾರಗಳಿಗೆ ಸ್ವಾಗತ. — [101, 1023, 308, 1049]
max-price: 46899 — [258, 1817, 321, 1837]
zodiac-text: ಆಪ್ತರೊಂದಿಗೆ ಸಮಯ ಕಳೆಯುವಿರಿ. ಆರ್ಥಿಕ ಸ್ಥಿತಿ ಉತ್ತಮ. — [101, 1163, 287, 1175]
rates-row — [41, 2087, 321, 2107]
tss-rate-line: ಕೊಬರಿ ಎಣ್ಣೆ(ಬ್ಯಾರಲ್) 445/-, ಉಳ್ಳಾಗಡ್ಡೆ (ಪೂರ್ತಿ) — [50, 2233, 243, 2245]
min-price: - — [194, 2047, 258, 2067]
zodiac-text: ಪ್ರತಿಯೊಂದು ಹೆಜ್ಜೆಯಲ್ಲೂ ಎಚ್ಚರಿಕೆ ಅಗತ್ಯ. ಉದ್ಯೋಗದಲ್ಲಿ ಬದಲಾವಣೆ. — [101, 824, 288, 850]
notice-title: CHANGE OF NAME — [1267, 2318, 1413, 2338]
zodiac-name: ಕಟಕ — [64, 844, 76, 853]
brief-headline: ಬಾಲಕರಿಗೆ ಬೈಕ್ ಚಾಲನೆ ಅವಕಾಶ : ಇಬ್ಬರು ವಾಹನ ಮಾಲೀಕರಿಗೆ ದಂಡ — [1081, 1120, 1419, 1178]
zodiac-row — [41, 1070, 321, 1137]
tss-rate-line: 56/-, ಗೋಡಂಬಿ 990/-, ಒಣದ್ರಾಕ್ಷಿ 465/-, ಬಾದಾಮಿ — [50, 2304, 258, 2316]
commodity-name: ಕಾಳು ಮೆಣಸು — [41, 2087, 194, 2107]
ad-bullet: ▸ ವಿಭಿನ್ನ ಬೇಡಿಕೆ, ಅಗತ್ಯತೆಗಳಿಗೆ ಅನುಗುಣವಾದ ರಾಷ್ಟ್ರೀಯ, ಅಂತರರಾಷ್ಟ್ರೀಯ ಪ್ಯಾಕೇಜ್ — [86, 134, 488, 166]
registration-dot — [996, 2525, 1006, 2536]
ad-tagline: Dream today....Travel tomorrow — [911, 244, 1073, 256]
pull-quote-text: ಅರಣ್ಯ ಇಲಾಖೆಯು ಜನಸಾಮಾನ್ಯರೊಂದಿಗೆ ನಿಕಟ ಸಂಪರ್ಕ ಹೊಂದಿರುವ ಇಲಾಖೆಯಾಗಿದ್ದು, ಜನರೊಂದಿಗೆ ಉತ್ತಮ ಬಾಂಧವ್ಯ ಬೆಳೆಸಿಕೊಳ್ಳಬೇಕು. ಈ ಭಾಗದ ಜನ ಅರಣ್ಯದ ಮಧ್ಯದಲ್ಲೇ ವಾಸಿಸುತ್ತಿರುವುದರಿಂದ ಪಿ.ಎಸ್ ಅರ ನಿರ್ಣಯಗಳಿಗೆ ಅವಸರವಿಲ್ಲ. — [611, 759, 745, 933]
masthead: ಜನಮಾಧ್ಯಮ — [1247, 320, 1420, 353]
zodiac-row — [41, 1004, 321, 1070]
min-price: 21012 — [194, 2007, 258, 2027]
ad-center-line: ನಮ್ಮೊಂದಿಗೆ ಯೋಜಿಸಿ.. — [560, 199, 751, 228]
commodity-name: ಕೋಕಾ — [41, 2067, 194, 2087]
min-price: - — [194, 1505, 258, 1525]
facebook-handle: /JanaMaadhyama — [476, 332, 587, 347]
rates-row — [41, 1947, 321, 1967]
rates-table — [41, 1505, 321, 1687]
section-divider — [1081, 1110, 1420, 1112]
article-photo — [337, 1192, 575, 1383]
min-price: 58415 — [194, 2087, 258, 2107]
zodiac-sign-icon — [46, 1079, 94, 1127]
article-body: ಜನಮಾಧ್ಯಮ, ಅಂಕೋಲಾ: ಆಶಾ ಕಾರ್ಯಕರ್ತೆಯರ ವಿವಿಧ ಬೇಡಿಕೆಗಳ ಈಡೇರಿಕೆಗೆ ಒತ್ತಾಯಿಸಿ ಕರ್ನಾಟಕ ರಾಜ್ಯ ಸಂಯುಕ್ತ ಆಶಾ ಕಾರ್ಯಕರ್ತೆಯರ ಸಂಘದ ವತಿಯಿಂದ ಶಾಸಕ ಸತೀಶ್ ಸೈಲ್ ಅವರಿಗೆ ಮನವಿ ಸಲ್ಲಿಸಲಾಯಿತು. ಸರ್ಕಾರ ಈ ಹಿಂದೆ ನೀಡಿದ ಭರವಸೆಯಂತೆ ಕನಿಷ್ಠ ವೇತನ ಜಾರಿಗೊಳಿಸಬೇಕು. ಆಶಾ ಕಾರ್ಯಕರ್ತೆಯರ ಸೇವೆಯನ್ನು ಕಾಯಂಗೊಳಿಸಬೇಕು ಎಂದು ಒತ್ತಾಯಿಸಿದರು. ಮನವಿ ಸ್ವೀಕರಿಸಿದ ಶಾಸಕರು ಬೇಡಿಕೆಗಳ ಬಗ್ಗೆ ಸರ್ಕಾರದ ಗಮನ ಸೆಳೆಯುವುದಾಗಿ ಭರವಸೆ ನೀಡಿದರು. — [928, 2175, 1251, 2275]
zodiac-list — [41, 605, 321, 1403]
issue-date: ಶನಿವಾರ | ಆಗಸ್ಟ್ | 08 | 2026 — [89, 333, 215, 346]
zodiac-text: ದಿನದ ಕಾರ್ಯಗಳಲ್ಲಿ ಯಶಸ್ಸು. ಕುಟುಂಬದಲ್ಲಿ ಸಂತಸ ಮೂಡಲಿದೆ. — [101, 1363, 308, 1374]
min-price: 14900 — [194, 2067, 258, 2087]
zodiac-name: ಸಿಂಹ — [63, 910, 77, 919]
zodiac-text: ಸ್ನೇಹಿತರು ನಿಮಗಾಗಿ ಪ್ರಯಾಣ ಬೆಳೆಸುವುದಾಗಿ ಯೋಜನೆ ರೂಪಿಸುವ ಸಾಧ್ಯತೆ. — [101, 624, 314, 651]
min-price: - — [194, 1927, 258, 1947]
ad-headline-right: ಸಂಸ್ಕೃತಿಯನ್ನು ಅನ್ವೇಷಿಸಿ.. ಮೋಹಕ ಕ್ಷಣಗಳನ್ನು ಆಸ್ವಾದಿಸಿ..!! — [901, 64, 1269, 86]
min-price: 47869 — [194, 1737, 258, 1757]
page-header-rule — [36, 312, 1421, 361]
commodity-name: ಕಾಳು ಮೆಣಸು — [41, 1877, 194, 1897]
zodiac-name: ಮಕರ — [62, 1242, 78, 1252]
zodiac-name: ಮೀನ — [62, 1375, 78, 1384]
zodiac-name: ಮಿಥುನ — [59, 777, 81, 786]
rates-row — [41, 1817, 321, 1837]
market-town: ಯಲ್ಲಾಪುರ — [152, 1902, 210, 1921]
rates-row — [41, 1877, 321, 1897]
zodiac-name: ಕುಂಭ — [62, 1309, 78, 1318]
zodiac-sign-icon — [46, 681, 94, 728]
max-price: 32699 — [258, 1857, 321, 1877]
max-price: 69000 — [258, 1877, 321, 1897]
zodiac-name: ಮೇಷ — [62, 644, 78, 654]
zodiac-symbol: ♈ — [62, 623, 78, 644]
zodiac-text: ಉತ್ತಮ ಆರೋಗ್ಯದ ಸಮಯ ನಿಮ್ಮದಾಗಲಿದೆ. ಕೆಲಸದಲ್ಲಿ ಯಶಸ್ಸು. — [101, 765, 310, 776]
zodiac-text: ಆರೋಗ್ಯ ಕಾಪಾಡಿಕೊಳ್ಳುವುದು ಉತ್ತಮ. ಆರ್ಥಿಕ ಲಾಭ ಸಾಧ್ಯ. — [101, 964, 296, 976]
commodity-name: ಅಪಿ — [41, 1717, 194, 1737]
tss-logo: TSS — [62, 58, 180, 113]
commodity-name: ಹೊಸ ಚಾಲಿ — [41, 1837, 194, 1857]
commodity-name: ಕೆಂ.ಗೋಟು — [41, 1566, 194, 1586]
market-town: ಶಿರಸಿ — [167, 1481, 195, 1500]
brief-body: ಜನಮಾಧ್ಯಮ, ಭಟ್ಕಳ: ತಾಲೂಕಿನ ಶಿರಾಲಿ ಸಮೀಪದ ಬೇಲೂರು ಗ್ರಾಮದ ನಿವಾಸಿ ಲಕ್ಷ್ಮಣ ಮನೆಗ್ಗಳ ನಾಯ್ಕ (65) ಅವರ ಮೃತದೇಹ ಸುಟ್ಟ ಸ್ಥಿತಿಯಲ್ಲಿ ಪತ್ತೆಯಾಗಿದೆ. ಮೃತರ ಮಗ ನೀಡಿದ ದೂರಿನ ಮೇರೆಗೆ ಗ್ರಾಮೀಣ ಠಾಣೆಯಲ್ಲಿ ಪ್ರಕರಣ ದಾಖಲಾಗಿದೆ. ಪೊಲೀಸರು ಸ್ಥಳಕ್ಕೆ ಭೇಟಿ ನೀಡಿ ಪರಿಶೀಲನೆ ನಡೆಸಿದ್ದಾರೆ. — [1081, 1593, 1277, 1692]
